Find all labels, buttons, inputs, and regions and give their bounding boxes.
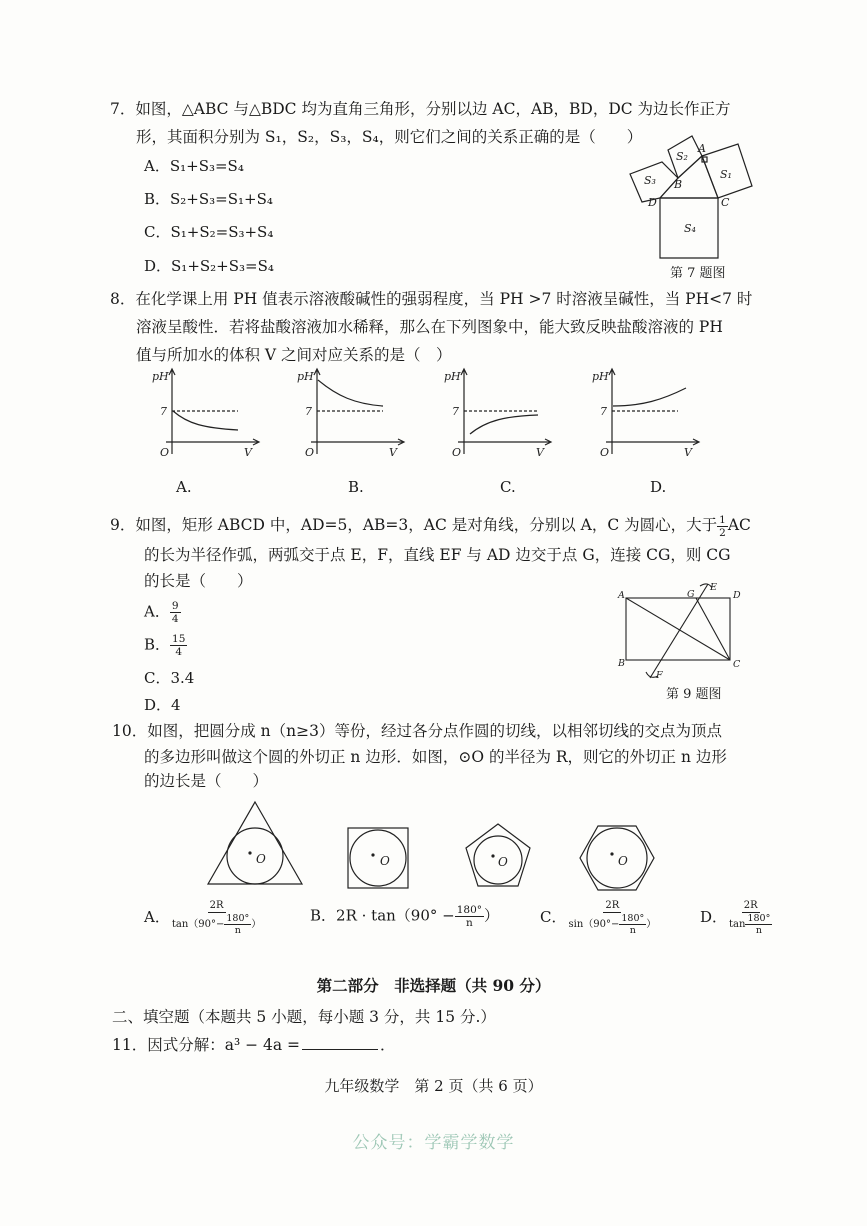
segment-cg [696, 598, 730, 660]
label-d: D [733, 590, 741, 601]
label-b: B [618, 658, 625, 669]
axis-x-label: V [244, 446, 252, 459]
triangle-dbc [660, 156, 718, 198]
q10-line1: 10．如图，把圆分成 n（n≥3）等份，经过各分点作圆的切线，以相邻切线的交点为顶点 [112, 722, 722, 740]
q8-line3: 值与所加水的体积 V 之间对应关系的是（ ） [136, 346, 452, 364]
q9-line3: 的长是（ ） [144, 572, 253, 590]
axis-y-label: pH [152, 370, 169, 383]
curve-a [173, 411, 238, 430]
diagonal-ac [626, 598, 730, 660]
label-s4: S₄ [684, 222, 696, 235]
curve-b [318, 380, 383, 406]
q7-line2: 形，其面积分别为 S₁，S₂，S₃，S₄，则它们之间的关系正确的是（ ） [136, 128, 643, 146]
q10-option-b: B．2R · tan（90° − $\frac{180^\circ}{n}$ ） [310, 904, 500, 929]
q10-figure-pentagon [458, 818, 538, 898]
axis-x-label: V [389, 446, 397, 459]
q7-figure [620, 130, 760, 265]
q8-option-a: A. [176, 478, 192, 496]
level-label: 7 [305, 405, 312, 418]
label-d: D [648, 196, 657, 209]
q8-option-d: D. [650, 478, 667, 496]
q9-option-a: A． $\frac{9}{4}$ [144, 600, 179, 625]
axis-x-label: V [536, 446, 544, 459]
q11-answer-blank[interactable] [302, 1033, 378, 1050]
origin-label: O [305, 446, 315, 459]
q9-half-fraction: $\frac{1}{2}$ [719, 513, 726, 539]
q8-graph-d [580, 364, 705, 464]
curve-c [470, 415, 538, 434]
label-c: C [721, 196, 730, 209]
q9-line1-end: AC [727, 516, 751, 534]
label-c: C [733, 659, 741, 670]
q7-option-a: A．S₁+S₃=S₄ [144, 157, 244, 175]
level-label: 7 [452, 405, 459, 418]
q8-option-b: B. [348, 478, 364, 496]
q9-line2: 的长为半径作弧，两弧交于点 E，F，直线 EF 与 AD 边交于点 G，连接 CG，则 CG [144, 546, 731, 564]
q9-figure-caption: 第 9 题图 [666, 687, 722, 702]
q7-option-d: D．S₁+S₂+S₃=S₄ [144, 257, 274, 275]
level-label: 7 [600, 405, 607, 418]
q10-line3: 的边长是（ ） [144, 772, 269, 790]
q7-option-b: B．S₂+S₃=S₁+S₄ [144, 190, 273, 208]
q10-figure-square [340, 822, 416, 898]
q8-graph-b [285, 364, 410, 464]
q8-graph-c [432, 364, 557, 464]
center-label: O [256, 852, 266, 866]
label-g: G [687, 589, 695, 600]
q8-graph-a [140, 364, 265, 464]
origin-label: O [452, 446, 462, 459]
label-b: B [674, 178, 683, 191]
q8-option-c: C. [500, 478, 516, 496]
q9-figure [612, 578, 752, 684]
q9-option-d: D．4 [144, 696, 181, 714]
axis-x-label: V [684, 446, 692, 459]
center-label: O [498, 855, 508, 869]
curve-d [613, 388, 686, 406]
q10-option-a: A． 2R tan（90°− $\frac{180^\circ}{n}$ ） [144, 900, 262, 936]
q9-line1 [110, 512, 751, 539]
q9-option-b: B． $\frac{15}{4}$ [144, 633, 186, 658]
q7-line1: 7．如图，△ABC 与△BDC 均为直角三角形，分别以边 AC，AB，BD，DC 为边长作正方 [110, 100, 731, 118]
label-s2: S₂ [676, 150, 688, 163]
center-label: O [380, 854, 390, 868]
q7-option-c: C．S₁+S₂=S₃+S₄ [144, 223, 274, 241]
center-label: O [618, 854, 628, 868]
axis-y-label: pH [592, 370, 609, 383]
page-footer: 九年级数学 第 2 页（共 6 页） [324, 1077, 543, 1095]
q10-option-c: C． 2R sin（90°− $\frac{180^\circ}{n}$ ） [540, 900, 657, 936]
q10-figure-triangle [200, 796, 310, 896]
label-s1: S₁ [720, 168, 732, 181]
q8-line1: 8．在化学课上用 PH 值表示溶液酸碱性的强弱程度，当 PH >7 时溶液呈碱性，当 PH<7 时 [110, 290, 753, 308]
q11-text: 11．因式分解：a³ − 4a = [112, 1036, 301, 1054]
label-f: F [656, 670, 663, 681]
origin-label: O [600, 446, 610, 459]
watermark: 公众号：学霸学数学 [352, 1133, 515, 1153]
part2-section-heading: 二、填空题（本题共 5 小题，每小题 3 分，共 15 分.） [112, 1008, 496, 1026]
axis-y-label: pH [297, 370, 314, 383]
label-e: E [710, 582, 717, 593]
q8-line2: 溶液呈酸性．若将盐酸溶液加水稀释，那么在下列图象中，能大致反映盐酸溶液的 PH [136, 318, 723, 336]
q10-figure-hexagon [576, 818, 658, 898]
q10-line2: 的多边形叫做这个圆的外切正 n 边形．如图，⊙O 的半径为 R，则它的外切正 n 边形 [144, 748, 727, 766]
part2-title: 第二部分 非选择题（共 90 分） [316, 976, 551, 995]
label-a: A [698, 142, 706, 155]
axis-y-label: pH [444, 370, 461, 383]
q11: 11．因式分解：a³ − 4a = ． [112, 1032, 396, 1058]
origin-label: O [160, 446, 170, 459]
q9-line1-text: 9．如图，矩形 ABCD 中，AD=5，AB=3，AC 是对角线，分别以 A，C 为圆心，大于 [110, 516, 718, 534]
label-a: A [618, 590, 625, 601]
q7-figure-caption: 第 7 题图 [670, 266, 726, 281]
q10-option-d: D． 2R tan $\frac{180^\circ}{n}$ [700, 900, 771, 936]
label-s3: S₃ [644, 174, 656, 187]
q9-option-c: C．3.4 [144, 669, 195, 687]
level-label: 7 [160, 405, 167, 418]
